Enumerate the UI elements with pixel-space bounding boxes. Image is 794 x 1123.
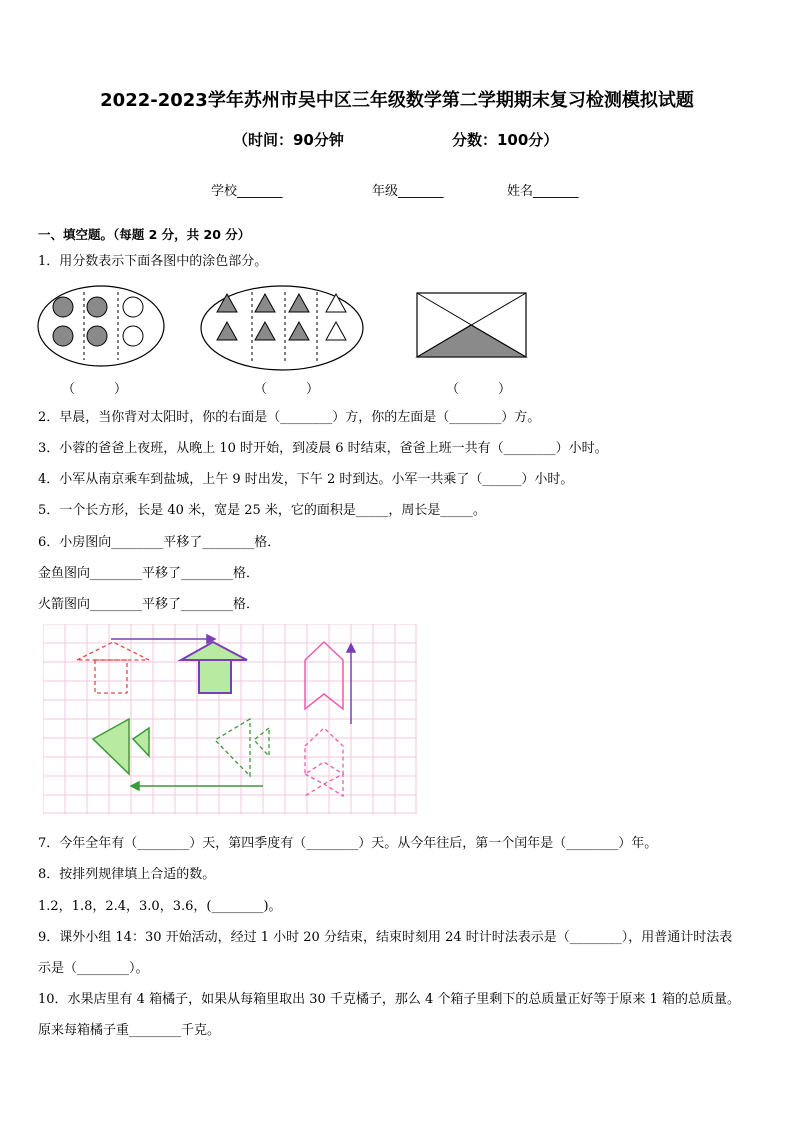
house-original: [77, 642, 149, 693]
rocket-arrow: [347, 644, 355, 724]
figure-rectangle-triangle: [415, 291, 529, 359]
question-8-sequence: 1.2，1.8，2.4，3.0，3.6，(________)。: [38, 899, 282, 914]
translation-grid-figure: [43, 624, 417, 814]
question-9-line2: 示是（________）。: [38, 961, 149, 976]
house-arrow: [111, 635, 215, 643]
fish-original: [215, 719, 269, 776]
grade-field: 年级_______: [372, 184, 444, 199]
question-9-line1: 9．课外小组 14：30 开始活动，经过 1 小时 20 分结束，结束时刻用 24 时计时法表示是（________），用普通计时法表: [38, 930, 733, 945]
rocket-moved: [305, 642, 343, 709]
answer-blank-3[interactable]: （ ）: [446, 382, 512, 397]
question-6-house: 6．小房图向________平移了________格．: [38, 535, 281, 550]
section-heading: 一、填空题。（每题 2 分，共 20 分）: [38, 227, 251, 242]
answer-blank-2[interactable]: （ ）: [254, 382, 320, 397]
answer-blank-1[interactable]: （ ）: [62, 382, 128, 397]
question-6-rocket: 火箭图向________平移了________格．: [38, 597, 260, 612]
school-field: 学校_______: [211, 184, 283, 199]
name-field: 姓名_______: [507, 184, 579, 199]
question-7: 7．今年全年有（________）天，第四季度有（________）天。从今年往后，第一个闰年是（________）年。: [38, 836, 658, 851]
house-moved: [181, 642, 247, 693]
question-6-fish: 金鱼图向________平移了________格．: [38, 566, 260, 581]
figure-oval-triangles: [199, 284, 365, 372]
question-2: 2．早晨，当你背对太阳时，你的右面是（________）方，你的左面是（________）方。: [38, 410, 541, 425]
question-8: 8．按排列规律填上合适的数。: [38, 867, 216, 882]
question-10-line1: 10．水果店里有 4 箱橘子，如果从每箱里取出 30 千克橘子，那么 4 个箱子里剩下的总质量正好等于原来 1 箱的总质量。: [38, 992, 740, 1007]
exam-score: 分数：100分）: [452, 131, 559, 149]
question-1: 1．用分数表示下面各图中的涂色部分。: [38, 254, 268, 269]
question-3: 3．小蓉的爸爸上夜班，从晚上 10 时开始，到凌晨 6 时结束，爸爸上班一共有（________）小时。: [38, 441, 608, 456]
question-5: 5．一个长方形，长是 40 米，宽是 25 米，它的面积是_____，周长是_____。: [38, 503, 486, 518]
question-4: 4．小军从南京乘车到盐城，上午 9 时出发，下午 2 时到达。小军一共乘了（______）小时。: [38, 472, 574, 487]
page-title: 2022-2023学年苏州市吴中区三年级数学第二学期期末复习检测模拟试题: [100, 90, 694, 111]
fish-moved: [93, 719, 149, 774]
question-10-line2: 原来每箱橘子重________千克。: [38, 1023, 221, 1038]
exam-time: （时间：90分钟: [233, 131, 344, 149]
figure-oval-circles: [36, 284, 166, 368]
